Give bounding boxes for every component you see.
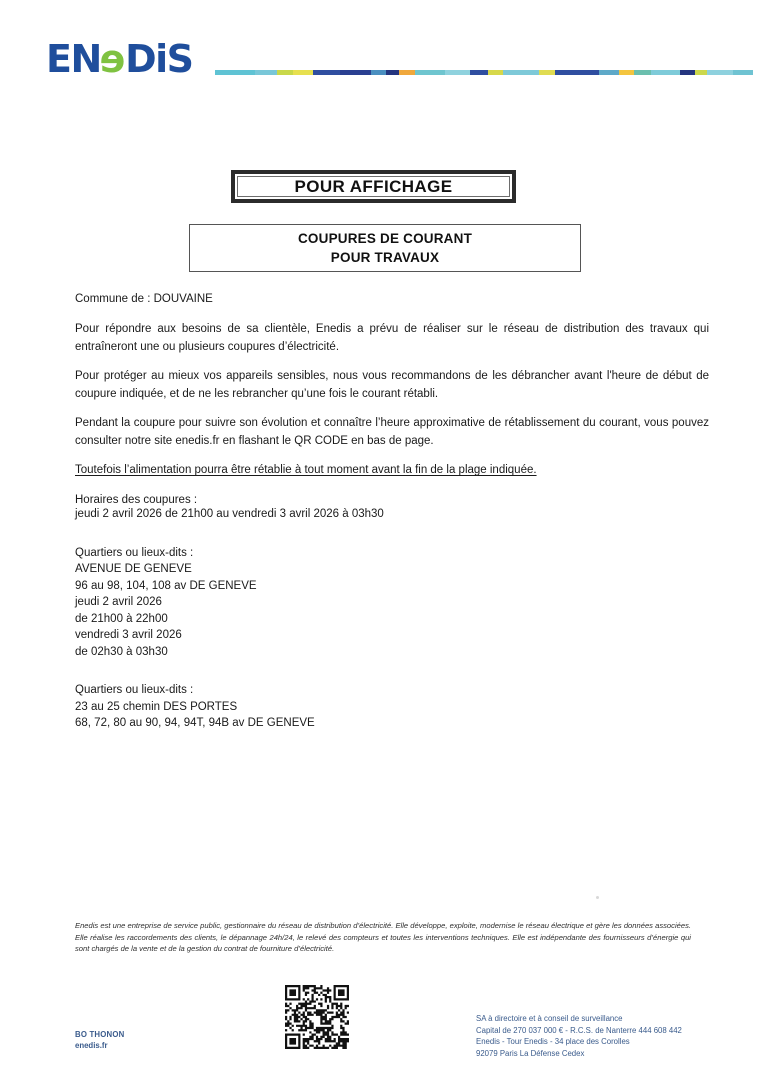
brand-bar-segment — [680, 70, 695, 75]
pour-affichage-banner — [231, 170, 516, 203]
quartier-line: vendredi 3 avril 2026 — [75, 629, 182, 641]
quartier-block-1 — [75, 545, 575, 661]
bo-name: BO THONON — [75, 1030, 125, 1039]
brand-bar-segment — [651, 70, 680, 75]
logo-letter-n: N — [70, 37, 101, 81]
document-header — [0, 0, 768, 100]
brand-bar-segment — [695, 70, 707, 75]
bo-identifier — [75, 1029, 124, 1051]
logo-letter-d: D — [125, 37, 156, 81]
commune-line: Commune de : DOUVAINE — [75, 293, 213, 305]
corp-line-capital: Capital de 270 037 000 € - R.C.S. de Nanterre 444 608 442 — [476, 1025, 682, 1035]
coupures-title-line1: COUPURES DE COURANT — [297, 231, 473, 246]
schedule-main-range: jeudi 2 avril 2026 de 21h00 au vendredi 3 avril 2026 à 03h30 — [75, 508, 384, 520]
brand-bar-segment — [619, 70, 634, 75]
corp-line-city: 92079 Paris La Défense Cedex — [476, 1048, 585, 1058]
enedis-logo — [46, 38, 193, 80]
corp-line-governance: SA à directoire et à conseil de surveillance — [476, 1014, 623, 1023]
brand-bar-segment — [340, 70, 371, 75]
brand-bar-segment — [599, 70, 619, 75]
logo-letter-e1: E — [46, 37, 71, 81]
brand-bar-segment — [555, 70, 599, 75]
brand-bar-segment — [470, 70, 488, 75]
coupures-title-box — [189, 224, 581, 272]
quartier-label: Quartiers ou lieux-dits : — [75, 684, 194, 696]
quartier-line: 23 au 25 chemin DES PORTES — [75, 700, 238, 713]
quartier-line: 68, 72, 80 au 90, 94, 94T, 94B av DE GENEVE — [75, 717, 315, 729]
quartier-line: jeudi 2 avril 2026 — [75, 596, 162, 608]
document-body — [75, 291, 709, 515]
qr-code-graphic — [285, 985, 349, 1049]
brand-color-bar — [215, 70, 753, 75]
corp-line-address: Enedis - Tour Enedis - 34 place des Corolles — [476, 1037, 630, 1047]
paragraph-protection: Pour protéger au mieux vos appareils sensibles, nous vous recommandons de les débrancher avant l'heure de début de coupure indiquée, et de ne les rebrancher qu’une fois le courant rétabli. — [75, 370, 709, 400]
brand-bar-segment — [488, 70, 504, 75]
brand-bar-segment — [707, 70, 733, 75]
quartier-line: de 02h30 à 03h30 — [75, 645, 168, 658]
horaires-label: Horaires des coupures : — [75, 493, 198, 506]
brand-bar-segment — [634, 70, 652, 75]
brand-bar-segment — [371, 70, 386, 75]
logo-letter-i: i — [155, 37, 167, 81]
brand-bar-segment — [277, 70, 294, 75]
brand-bar-segment — [293, 70, 313, 75]
paragraph-qrcode: Pendant la coupure pour suivre son évolution et connaître l’heure approximative de rétablissement du courant, vous pouvez consulter notre site enedis.fr en flashant le QR CODE en bas de page. — [75, 417, 709, 447]
brand-bar-segment — [255, 70, 277, 75]
brand-bar-segment — [215, 70, 255, 75]
corporate-info — [476, 1013, 682, 1059]
enedis-website[interactable]: enedis.fr — [75, 1041, 108, 1050]
qr-code[interactable] — [285, 985, 349, 1049]
quartier-line: AVENUE DE GENEVE — [75, 563, 192, 575]
quartier-line: 96 au 98, 104, 108 av DE GENEVE — [75, 579, 257, 592]
coupures-title-line2: POUR TRAVAUX — [330, 250, 440, 265]
brand-bar-segment — [503, 70, 538, 75]
quartier-block-2 — [75, 682, 575, 732]
quartier-label: Quartiers ou lieux-dits : — [75, 546, 194, 559]
logo-letter-e2-green: e — [100, 37, 126, 81]
logo-letter-s: S — [166, 37, 193, 81]
legal-disclaimer: Enedis est une entreprise de service public, gestionnaire du réseau de distribution d’électricité. Elle développe, exploite, modernise le réseau électrique et gère les données associées. Elle réalise les raccordements des clients, le dépannage 24h/24, le relevé des compteurs et toutes les interventions techniques. Elle est indépendante des fournisseurs d’énergie qui sont chargés de la vente et de la gestion du contrat de fourniture d’électricité. — [75, 921, 691, 953]
paragraph-notice-underlined: Toutefois l’alimentation pourra être rétablie à tout moment avant la fin de la plage indiquée. — [75, 464, 537, 476]
paragraph-intro: Pour répondre aux besoins de sa clientèle, Enedis a prévu de réaliser sur le réseau de distribution des travaux qui entraîneront une ou plusieurs coupures d’électricité. — [75, 323, 709, 353]
scan-artifact — [596, 896, 599, 899]
brand-bar-segment — [445, 70, 470, 75]
brand-bar-segment — [415, 70, 444, 75]
brand-bar-segment — [313, 70, 340, 75]
pour-affichage-label: POUR AFFICHAGE — [294, 176, 453, 196]
brand-bar-segment — [386, 70, 399, 75]
schedule-section — [75, 506, 575, 754]
brand-bar-segment — [399, 70, 416, 75]
brand-bar-segment — [539, 70, 556, 75]
quartier-line: de 21h00 à 22h00 — [75, 612, 168, 625]
brand-bar-segment — [733, 70, 753, 75]
